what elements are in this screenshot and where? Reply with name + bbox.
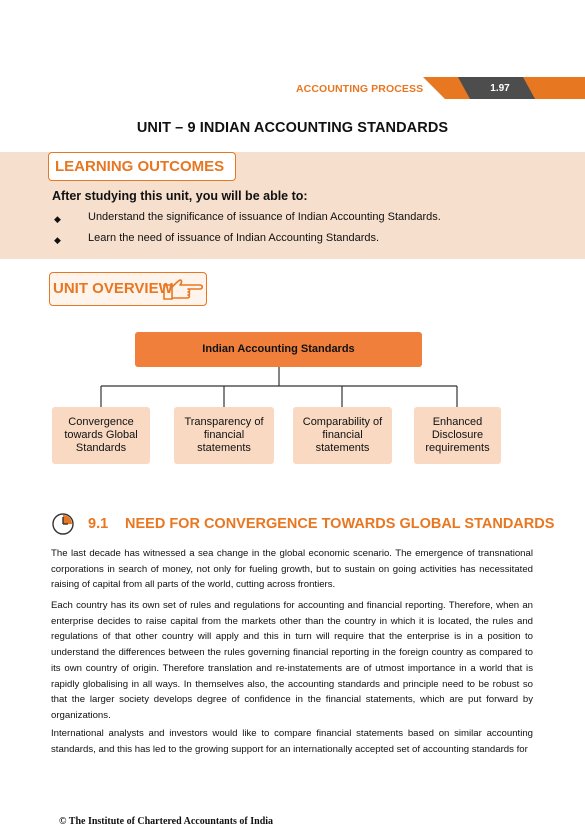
footer-copyright: © The Institute of Chartered Accountants of India [59,816,274,827]
diagram-child-node: Transparency of financial statements [174,407,274,464]
body-paragraph: International analysts and investors would like to compare financial statements based on similar accounting standards, and this has led to the growing support for an internationally accepted set of accounting standards for [51,728,533,755]
unit-title: UNIT – 9 INDIAN ACCOUNTING STANDARDS [136,120,449,136]
clock-icon [51,512,75,536]
header-section-label: ACCOUNTING PROCESS [296,83,424,95]
section-title: NEED FOR CONVERGENCE TOWARDS GLOBAL STANDARDS [125,516,555,532]
section-number: 9.1 [88,516,109,532]
body-paragraph: Each country has its own set of rules and regulations for accounting and financial reporting. Therefore, when an enterprise decides to raise capital from the markets other than the country in which it is located, the rules and regulations of that other country will apply and this in turn will require that the enterprise is in a position to understand the differences between the rules governing financial reporting in the foreign country as compared to its own country of origin. Therefore translation and re-instatements are of utmost importance in a world that is rapidly globalising in all ways. In themselves also, the accounting standards and principle need to be robust so that the larger society develops degree of confidence in the financial statements, which are put forward by organizations. [51,600,533,721]
diagram-child-node: Enhanced Disclosure requirements [414,407,501,464]
bullet-icon: ◆ [54,214,61,224]
learning-outcomes-intro: After studying this unit, you will be able to: [52,189,308,203]
diagram-child-node: Comparability of financial statements [293,407,392,464]
learning-outcome-item: Learn the need of issuance of Indian Accounting Standards. [88,232,380,244]
diagram-root-label: Indian Accounting Standards [202,343,355,355]
bullet-icon: ◆ [54,235,61,245]
page-number: 1.97 [490,83,510,94]
learning-outcomes-heading: LEARNING OUTCOMES [55,158,225,175]
learning-outcome-item: Understand the significance of issuance of Indian Accounting Standards. [88,211,441,223]
diagram-child-node: Convergence towards Global Standards [52,407,150,464]
unit-overview-heading: UNIT OVERVIEW [53,280,173,297]
pointing-hand-icon [162,277,204,303]
body-paragraph: The last decade has witnessed a sea change in the global economic scenario. The emergence of transnational corporations in search of money, not only for fueling growth, but to sustain on going activities has necessitated raising of capital from all parts of the world, cutting across frontiers. [51,548,533,591]
